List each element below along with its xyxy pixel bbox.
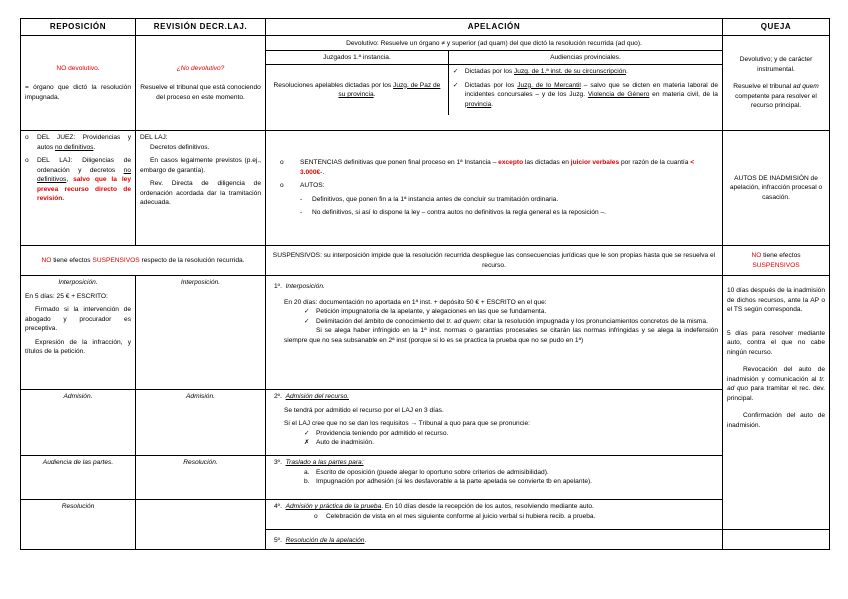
- apelacion-devolutivo: Devolutivo: Resuelve un órgano ≠ y superior (ad quam) del que dictó la resolución recurrida (ad quo).: [346, 40, 642, 47]
- apelacion-resolucion-cell: [266, 530, 723, 550]
- apelacion-autos: o AUTOS:: [280, 182, 325, 190]
- row-interposicion: [21, 276, 830, 390]
- check-icon: ✓: [304, 308, 310, 316]
- reposicion-item-laj: o DEL LAJ: Diligencias de ordenación y decretos no definitivos, salvo que la ley prevea recurso directo de revisión.: [25, 157, 131, 203]
- queja-tramite-p2: 5 días para resolver mediante auto, contra el que no cabe ningún recurso.: [727, 329, 825, 356]
- apelacion-step-1-p2: Si se alega haber infringido en la 1ª inst. normas o garantías procesales se citarán las normas infringidas y se alega la indefensión siempre que no sea subsanable en 2ª inst (porque si lo es se practica la prueba que no se pudo en 1ª): [284, 327, 718, 344]
- audiencias-item-2: ✓ Dictadas por los Juzg. de lo Mercantil – salvo que se dicten en materia laboral de incidentes concursales – y de los Juzg. Violencia de Género en materia civil, de la provincia.: [452, 81, 719, 108]
- revision-p2: En casos legalmente previstos (p.ej., embargo de garantía).: [140, 157, 261, 174]
- revision-no-devolutivo: ¿No devolutivo?: [176, 64, 225, 72]
- check-icon: ✓: [304, 317, 310, 325]
- cross-icon: ✗: [304, 439, 310, 447]
- queja-devolutivo: Devolutivo; y de carácter instrumental.: [739, 56, 813, 73]
- apelacion-step-2-p2: Si el LAJ cree que no se dan los requisitos → Tribunal a quo para que se pronuncie:: [284, 420, 530, 428]
- reposicion-efectos-cell: NO tiene efectos SUSPENSIVOS respecto de la resolución recurrida.: [21, 246, 266, 276]
- apelacion-admision-cell: [266, 390, 723, 456]
- apelacion-step-1-c2: ✓ Delimitación del ámbito de conocimiento del tr. ad quem: citar la resolución impugnada y los pronunciamientos concretos de la misma.: [304, 317, 708, 325]
- queja-tramite-p1: 10 días después de la inadmisión de dichos recursos, ante la AP o el TS según corresponda.: [727, 287, 825, 314]
- apelacion-autos-no-definitivos: - No definitivos, si así lo dispone la ley – contra autos no definitivos la regla general es la reposición –.: [300, 209, 606, 217]
- revision-interposicion-title: Interposición.: [180, 279, 221, 286]
- reposicion-interposicion-cell: [21, 276, 136, 390]
- queja-empty-cell: [723, 530, 830, 550]
- reposicion-interposicion-p2: Firmado si la intervención de abogado y procurador es preceptiva.: [25, 306, 131, 333]
- queja-tramite-cell: [723, 276, 830, 530]
- apelacion-step-1-p1: En 20 días: documentación no aportada en 1ª inst. + depósito 50 € + ESCRITO en el que:: [284, 298, 547, 306]
- revision-p1: Decretos definitivos.: [150, 143, 210, 151]
- header-reposicion: REPOSICIÓN: [21, 19, 136, 36]
- recursos-table: [20, 18, 830, 550]
- queja-tramite-p3: Revocación del auto de inadmisión y comunicación al tr. ad quo para tramitar el rec. dev. principal.: [727, 366, 825, 402]
- revision-resolucion-title: Resolución.: [183, 459, 218, 466]
- check-icon: ✓: [452, 68, 459, 76]
- apelacion-organo-cell: [266, 36, 723, 131]
- juzgados-header: Juzgados 1.ª instancia.: [266, 50, 448, 65]
- reposicion-interposicion-p3: Expresión de la infracción, y títulos de la petición.: [25, 338, 131, 356]
- audiencias-header: Audiencias provinciales.: [448, 50, 722, 65]
- apelacion-step-4: 4º. Admisión y práctica de la prueba. En 10 días desde la recepción de los autos, resolviendo mediante auto.: [274, 503, 594, 510]
- apelacion-organos-subtable: [266, 50, 722, 116]
- apelacion-step-5: 5º. Resolución de la apelación.: [274, 537, 367, 544]
- row-traslado: [21, 456, 830, 500]
- revision-organo-cell: [136, 36, 266, 131]
- revision-organo-text: Resuelve el tribunal que está conociendo del proceso en este momento.: [140, 84, 261, 101]
- audiencias-text: [448, 65, 722, 116]
- apelacion-step-2: 2º. Admisión del recurso.: [274, 393, 349, 400]
- revision-empty-cell: [136, 500, 266, 550]
- apelacion-interposicion-cell: [266, 276, 723, 390]
- check-icon: ✓: [452, 81, 459, 89]
- row-admision: [21, 390, 830, 456]
- revision-p3: Rev. Directa de diligencia de ordenación acordada dar la tramitación adecuada.: [140, 180, 261, 207]
- revision-resoluciones-cell: [136, 131, 266, 246]
- apelacion-step-2-c1: ✓ Providencia teniendo por admitido el recurso.: [304, 429, 449, 437]
- reposicion-no-devolutivo: NO devolutivo.: [56, 64, 100, 72]
- apelacion-traslado-cell: [266, 456, 723, 500]
- queja-tramite-p4: Confirmación del auto de inadmisión.: [727, 412, 825, 430]
- reposicion-item-juez: o DEL JUEZ: Providencias y autos no definitivos.: [25, 134, 131, 151]
- reposicion-resoluciones-cell: [21, 131, 136, 246]
- row-efectos: [21, 246, 830, 276]
- apelacion-step-3: 3º. Traslado a las partes para:: [274, 459, 364, 466]
- row-prueba: [21, 500, 830, 530]
- reposicion-interposicion-title: Interposición.: [58, 279, 98, 286]
- reposicion-admision-cell: [21, 390, 136, 456]
- apelacion-autos-definitivos: - Definitivos, que ponen fin a la 1ª instancia antes de concluir su tramitación ordinaria.: [300, 195, 559, 203]
- reposicion-audiencia-title: Audiencia de las partes.: [42, 459, 114, 466]
- revision-interposicion-cell: [136, 276, 266, 390]
- queja-resuelve: Resuelve el tribunal ad quem competente para resolver el recurso principal.: [733, 83, 819, 110]
- revision-head: DEL LAJ:: [140, 134, 168, 141]
- queja-organo-cell: [723, 36, 830, 131]
- row-resoluciones: [21, 131, 830, 246]
- apelacion-sentencias: o SENTENCIAS definitivas que ponen final proceso en 1ª Instancia – excepto las dictadas en juicior verbales por razón de la cuantía < 3.000€-.: [280, 159, 695, 176]
- header-row: [21, 19, 830, 36]
- reposicion-resolucion-title: Resolución: [61, 503, 95, 510]
- reposicion-admision-title: Admisión.: [63, 393, 93, 400]
- apelacion-step-2-c2: ✗ Auto de inadmisión.: [304, 439, 374, 447]
- reposicion-organo-cell: [21, 36, 136, 131]
- queja-efectos-cell: NO tiene efectos SUSPENSIVOS: [723, 246, 830, 276]
- reposicion-organo-text: = órgano que dictó la resolución impugnada.: [25, 84, 131, 101]
- reposicion-audiencia-cell: [21, 456, 136, 500]
- header-revision: REVISIÓN DECR.LAJ.: [136, 19, 266, 36]
- apelacion-efectos-cell: SUSPENSIVOS: su interposición impide que la resolución recurrida despliegue las consecuencias jurídicas que le son propias hasta que se resuelva el recurso.: [266, 246, 723, 276]
- apelacion-step-1: 1º. Interposición.: [274, 283, 325, 290]
- apelacion-step-3-b: b. Impugnación por adhesión (si les desfavorable a la parte apelada se convierte tb en apelante).: [304, 478, 593, 486]
- apelacion-step-4-sub: o Celebración de vista en el mes siguiente conforme al juicio verbal si hubiera recib. a prueba.: [314, 512, 596, 520]
- revision-admision-cell: [136, 390, 266, 456]
- reposicion-interposicion-p1: En 5 días: 25 € + ESCRITO:: [25, 292, 108, 300]
- check-icon: ✓: [304, 429, 310, 437]
- revision-admision-title: Admisión.: [186, 393, 215, 400]
- apelacion-step-3-a: a. Escrito de oposición (puede alegar lo oportuno sobre criterios de admisibilidad).: [304, 468, 549, 476]
- reposicion-resolucion-cell: [21, 500, 136, 550]
- header-queja: QUEJA: [723, 19, 830, 36]
- apelacion-prueba-cell: [266, 500, 723, 530]
- juzgados-text: Resoluciones apelables dictadas por los Juzg. de Paz de su provincia.: [266, 65, 448, 116]
- row-organo: [21, 36, 830, 131]
- apelacion-step-1-c1: ✓ Petición impugnatoria de la apelante, y alegaciones en las que se fundamenta.: [304, 308, 547, 316]
- revision-resolucion-cell: [136, 456, 266, 500]
- apelacion-resoluciones-cell: [266, 131, 723, 246]
- audiencias-item-1: ✓ Dictadas por los Juzg. de 1.ª inst. de su circunscripción.: [452, 68, 628, 76]
- apelacion-step-2-p1: Se tendrá por admitido el recurso por el LAJ en 3 días.: [284, 406, 444, 414]
- queja-autos-inadmision: AUTOS DE INADMISIÓN de apelación, infracción procesal o casación.: [729, 174, 823, 201]
- header-apelacion: APELACIÓN: [266, 19, 723, 36]
- queja-resoluciones-cell: [723, 131, 830, 246]
